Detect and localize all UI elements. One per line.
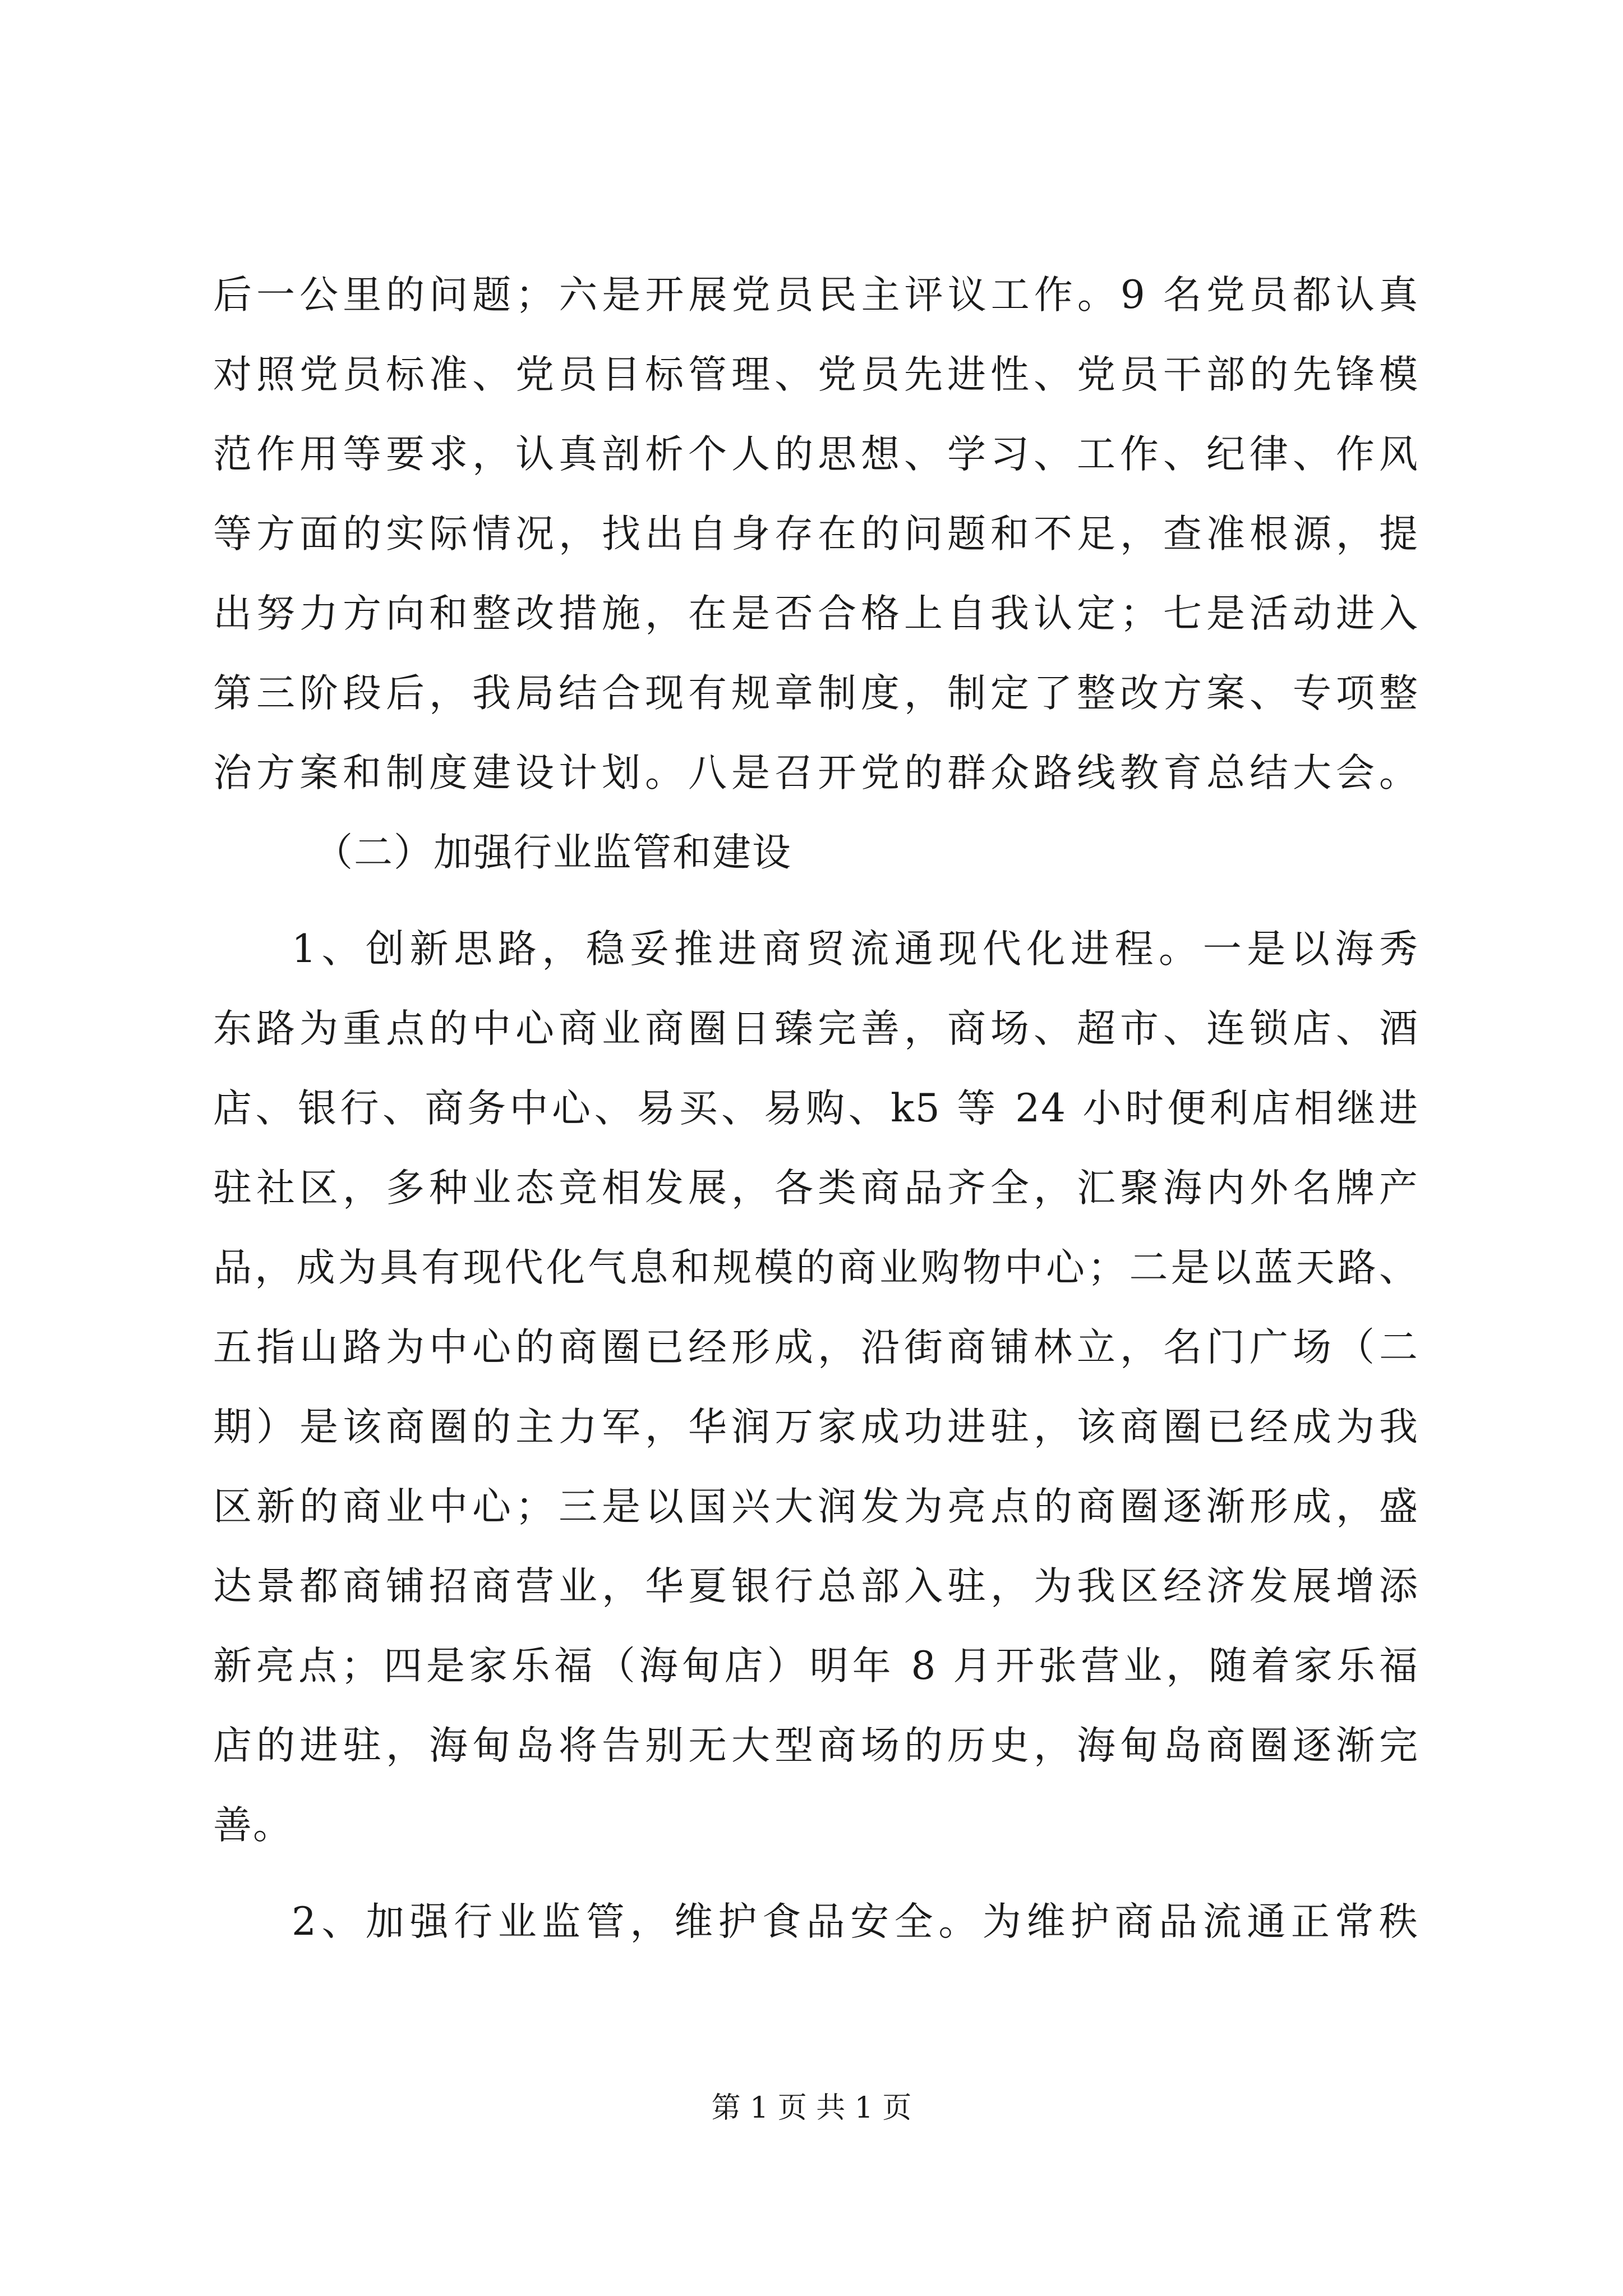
paragraph-line: 1、创新思路，稳妥推进商贸流通现代化进程。一是以海秀 bbox=[292, 927, 1419, 972]
paragraph-line: 范作用等要求，认真剖析个人的思想、学习、工作、纪律、作风 bbox=[213, 432, 1419, 477]
paragraph-line: 东路为重点的中心商业商圈日臻完善，商场、超市、连锁店、酒 bbox=[213, 1006, 1419, 1051]
page-number-footer: 第 1 页 共 1 页 bbox=[711, 2091, 912, 2125]
body-text bbox=[213, 255, 1419, 1962]
paragraph-line: 新亮点；四是家乐福（海甸店）明年 8 月开张营业，随着家乐福 bbox=[213, 1644, 1419, 1688]
paragraph-line: 善。 bbox=[213, 1803, 293, 1848]
paragraph-line: 第三阶段后，我局结合现有规章制度，制定了整改方案、专项整 bbox=[213, 671, 1419, 716]
paragraph-line: 达景都商铺招商营业，华夏银行总部入驻，为我区经济发展增添 bbox=[213, 1564, 1419, 1609]
paragraph-line: 区新的商业中心；三是以国兴大润发为亮点的商圈逐渐形成，盛 bbox=[213, 1484, 1419, 1529]
paragraph-line: 品，成为具有现代化气息和规模的商业购物中心；二是以蓝天路、 bbox=[213, 1245, 1419, 1290]
paragraph-line: 2、加强行业监管，维护食品安全。为维护商品流通正常秩 bbox=[292, 1899, 1419, 1944]
section-heading: （二）加强行业监管和建设 bbox=[314, 830, 792, 875]
paragraph-line: 驻社区，多种业态竞相发展，各类商品齐全，汇聚海内外名牌产 bbox=[213, 1166, 1419, 1211]
paragraph-line: 店的进驻，海甸岛将告别无大型商场的历史，海甸岛商圈逐渐完 bbox=[213, 1723, 1419, 1768]
paragraph-line: 治方案和制度建设计划。八是召开党的群众路线教育总结大会。 bbox=[213, 751, 1419, 795]
paragraph-line: 期）是该商圈的主力军，华润万家成功进驻，该商圈已经成为我 bbox=[213, 1405, 1419, 1450]
paragraph-line: 后一公里的问题；六是开展党员民主评议工作。9 名党员都认真 bbox=[213, 273, 1419, 318]
paragraph-line: 出努力方向和整改措施，在是否合格上自我认定；七是活动进入 bbox=[213, 591, 1419, 636]
paragraph-line: 对照党员标准、党员目标管理、党员先进性、党员干部的先锋模 bbox=[213, 352, 1419, 397]
paragraph-line: 五指山路为中心的商圈已经形成，沿街商铺林立，名门广场（二 bbox=[213, 1325, 1419, 1370]
paragraph-line: 等方面的实际情况，找出自身存在的问题和不足，查准根源，提 bbox=[213, 512, 1419, 556]
paragraph-line: 店、银行、商务中心、易买、易购、k5 等 24 小时便利店相继进 bbox=[213, 1086, 1419, 1131]
